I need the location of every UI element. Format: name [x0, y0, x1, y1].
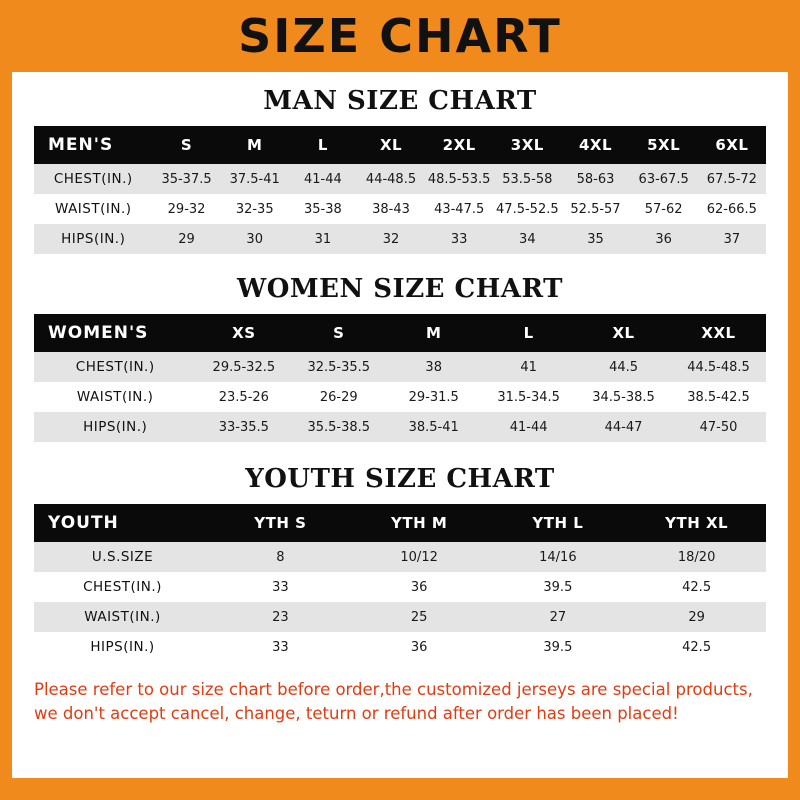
men-row1-c7: 52.5-57 [570, 201, 621, 217]
women-section [12, 274, 788, 442]
youth-size-table [34, 504, 766, 662]
men-row2-c5: 33 [450, 231, 468, 247]
youth-row0-label: U.S.SIZE [91, 549, 154, 565]
table-header-row [34, 314, 766, 352]
table-row [34, 194, 766, 224]
youth-row2-label: WAIST(IN.) [84, 609, 161, 625]
women-row0-c1: 29.5-32.5 [212, 359, 276, 375]
men-row0-c3: 41-44 [303, 171, 342, 187]
men-row1-c6: 47.5-52.5 [496, 201, 559, 217]
women-row1-label: WAIST(IN.) [76, 389, 154, 405]
women-row2-c4: 41-44 [509, 419, 548, 435]
youth-header-rowlabel: YOUTH [48, 513, 119, 533]
youth-header-l: YTH L [532, 514, 584, 532]
youth-header-m: YTH M [390, 514, 448, 532]
women-header-m: M [425, 324, 442, 342]
youth-header-s: YTH S [254, 514, 307, 532]
women-table-body [34, 352, 766, 442]
women-header-xxl: XXL [701, 324, 736, 342]
page-title: SIZE CHART [238, 9, 562, 63]
men-row0-c2: 37.5-41 [229, 171, 280, 187]
men-row2-c2: 30 [246, 231, 263, 247]
youth-row2-c3: 27 [549, 609, 567, 625]
youth-row2-c4: 29 [688, 609, 705, 625]
women-table-header [34, 314, 766, 352]
men-row2-c7: 35 [587, 231, 604, 247]
men-header-3xl: 3XL [510, 136, 544, 154]
youth-row3-c1: 33 [272, 639, 289, 655]
men-row1-label: WAIST(IN.) [54, 201, 132, 217]
youth-row3-c2: 36 [410, 639, 428, 655]
table-header-row [34, 504, 766, 542]
women-row2-c3: 38.5-41 [408, 419, 459, 435]
men-header-6xl: 6XL [715, 136, 749, 154]
women-row0-label: CHEST(IN.) [75, 359, 155, 375]
women-section-title: WOMEN SIZE CHART [237, 274, 563, 304]
men-row1-c2: 32-35 [235, 201, 274, 217]
women-row1-c6: 38.5-42.5 [687, 389, 750, 405]
women-row0-c5: 44.5 [609, 359, 639, 375]
men-row1-c9: 62-66.5 [706, 201, 757, 217]
men-header-5xl: 5XL [647, 136, 681, 154]
youth-row1-c3: 39.5 [543, 579, 573, 595]
men-row0-c5: 48.5-53.5 [427, 171, 491, 187]
women-row2-c2: 35.5-38.5 [307, 419, 371, 435]
men-row1-c5: 43-47.5 [434, 201, 485, 217]
youth-row1-c2: 36 [410, 579, 428, 595]
youth-row0-c3: 14/16 [539, 549, 577, 565]
youth-header-xl: YTH XL [665, 514, 729, 532]
table-header-row [34, 126, 766, 164]
table-row [34, 632, 766, 662]
footer-note [34, 678, 766, 726]
women-row2-c1: 33-35.5 [218, 419, 269, 435]
men-row1-c3: 35-38 [303, 201, 342, 217]
table-row [34, 602, 766, 632]
men-row2-c9: 37 [723, 231, 741, 247]
men-header-s: S [180, 136, 193, 154]
women-header-s: S [333, 324, 345, 342]
youth-row1-c4: 42.5 [682, 579, 712, 595]
men-row1-c1: 29-32 [167, 201, 206, 217]
men-row0-c8: 63-67.5 [638, 171, 689, 187]
header-banner [0, 0, 800, 72]
youth-section [12, 464, 788, 662]
women-row1-c3: 29-31.5 [408, 389, 459, 405]
men-header-2xl: 2XL [442, 136, 476, 154]
men-row0-c7: 58-63 [576, 171, 615, 187]
table-row [34, 352, 766, 382]
women-row1-c1: 23.5-26 [218, 389, 269, 405]
table-row [34, 382, 766, 412]
men-row2-c4: 32 [382, 231, 400, 247]
women-row0-c2: 32.5-35.5 [307, 359, 371, 375]
women-row1-c2: 26-29 [319, 389, 358, 405]
footer-note-line1: Please refer to our size chart before order,the customized jerseys are special products, [34, 680, 753, 699]
youth-table-header [34, 504, 766, 542]
men-section-title: MAN SIZE CHART [263, 86, 537, 116]
youth-row0-c4: 18/20 [677, 549, 716, 565]
women-row1-c5: 34.5-38.5 [592, 389, 655, 405]
men-row0-label: CHEST(IN.) [53, 171, 133, 187]
women-header-xs: XS [232, 324, 256, 342]
youth-row2-c1: 23 [272, 609, 289, 625]
men-row2-c1: 29 [178, 231, 195, 247]
men-row2-c8: 36 [655, 231, 672, 247]
men-section [12, 86, 788, 254]
youth-table-body [34, 542, 766, 662]
women-size-table [34, 314, 766, 442]
men-table-body [34, 164, 766, 254]
youth-row1-label: CHEST(IN.) [83, 579, 162, 595]
table-row [34, 224, 766, 254]
women-row2-label: HIPS(IN.) [83, 419, 148, 435]
men-row0-c4: 44-48.5 [365, 171, 417, 187]
men-row1-c8: 57-62 [644, 201, 683, 217]
men-header-xl: XL [379, 136, 403, 154]
youth-row3-c4: 42.5 [682, 639, 712, 655]
men-header-rowlabel: MEN'S [48, 135, 114, 155]
men-row2-c3: 31 [314, 231, 332, 247]
women-header-l: L [523, 324, 534, 342]
footer-note-line2: we don't accept cancel, change, teturn or refund after order has been placed! [34, 703, 679, 723]
youth-section-title: YOUTH SIZE CHART [245, 464, 555, 494]
men-header-l: L [317, 136, 328, 154]
women-row0-c4: 41 [520, 359, 537, 375]
youth-row2-c2: 25 [410, 609, 428, 625]
table-row [34, 412, 766, 442]
women-row0-c3: 38 [425, 359, 442, 375]
men-row0-c6: 53.5-58 [502, 171, 553, 187]
table-row [34, 572, 766, 602]
men-row2-label: HIPS(IN.) [61, 231, 126, 247]
men-row1-c4: 38-43 [372, 201, 410, 217]
table-row [34, 164, 766, 194]
youth-row3-c3: 39.5 [543, 639, 573, 655]
men-row0-c9: 67.5-72 [706, 171, 757, 187]
bottom-bar [0, 778, 800, 800]
youth-row0-c2: 10/12 [400, 549, 438, 565]
table-row [34, 542, 766, 572]
youth-row0-c1: 8 [276, 549, 285, 565]
men-table-header [34, 126, 766, 164]
women-row2-c5: 44-47 [604, 419, 643, 435]
men-row2-c6: 34 [519, 231, 536, 247]
men-header-4xl: 4XL [578, 136, 613, 154]
women-row1-c4: 31.5-34.5 [497, 389, 560, 405]
women-header-xl: XL [612, 324, 635, 342]
men-row0-c1: 35-37.5 [161, 171, 212, 187]
women-header-rowlabel: WOMEN'S [48, 323, 149, 343]
youth-row3-label: HIPS(IN.) [90, 639, 155, 655]
women-row0-c6: 44.5-48.5 [687, 359, 750, 375]
men-size-table [34, 126, 766, 254]
youth-row1-c1: 33 [272, 579, 289, 595]
women-row2-c6: 47-50 [699, 419, 738, 435]
men-header-m: M [246, 136, 263, 154]
